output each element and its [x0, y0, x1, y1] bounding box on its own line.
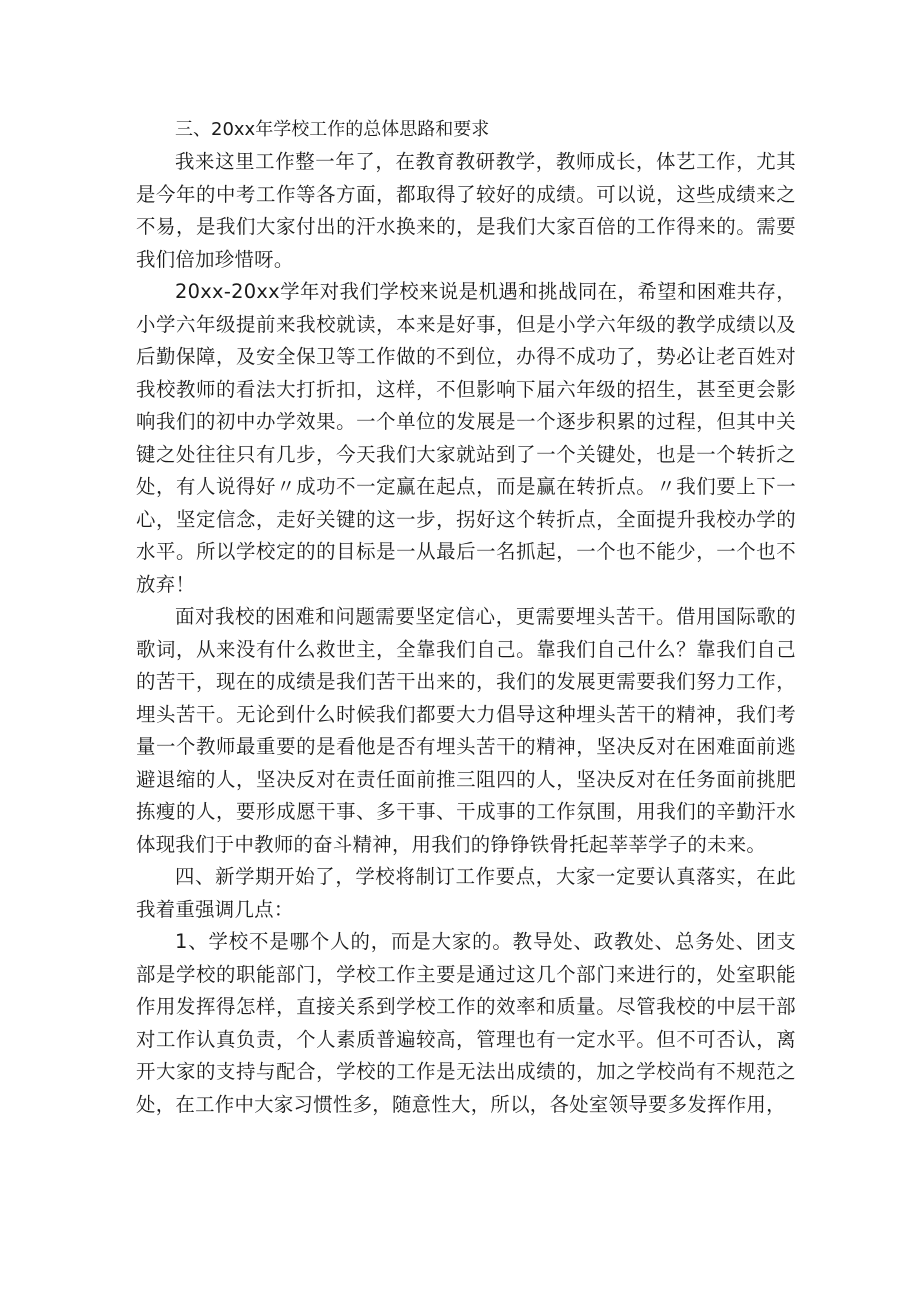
- document-page: [136, 113, 796, 1121]
- paragraph-point-one: 1、学校不是哪个人的，而是大家的。教导处、政教处、总务处、团支部是学校的职能部门，学校工作主要是通过这几个部门来进行的，处室职能作用发挥得怎样，直接关系到学校工作的效率和质量。尽管我校的中层干部对工作认真负责，个人素质普遍较高，管理也有一定水平。但不可否认，离开大家的支持与配合，学校的工作是无法出成绩的，加之学校尚有不规范之处，在工作中大家习惯性多，随意性大，所以，各处室领导要多发挥作用，: [136, 930, 796, 1116]
- paragraph-intro: 我来这里工作整一年了，在教育教研教学，教师成长，体艺工作，尤其是今年的中考工作等各方面，都取得了较好的成绩。可以说，这些成绩来之不易，是我们大家付出的汗水换来的，是我们大家百倍的工作得来的。需要我们倍加珍惜呀。: [136, 150, 796, 271]
- paragraph-section-four: 四、新学期开始了，学校将制订工作要点，大家一定要认真落实，在此我着重强调几点：: [136, 865, 796, 921]
- paragraph-opportunity: 20xx-20xx学年对我们学校来说是机遇和挑战同在，希望和困难共存，小学六年级提前来我校就读，本来是好事，但是小学六年级的教学成绩以及后勤保障，及安全保卫等工作做的不到位，办得不成功了，势必让老百姓对我校教师的看法大打折扣，这样，不但影响下届六年级的招生，甚至更会影响我们的初中办学效果。一个单位的发展是一个逐步积累的过程，但其中关键之处往往只有几步，今天我们大家就站到了一个关键处，也是一个转折之处，有人说得好〃成功不一定赢在起点，而是赢在转折点。〃我们要上下一心，坚定信念，走好关键的这一步，拐好这个转折点，全面提升我校办学的水平。所以学校定的的目标是一从最后一名抓起，一个也不能少，一个也不放弃！: [136, 280, 796, 596]
- section-heading: 三、20xx年学校工作的总体思路和要求: [175, 119, 490, 140]
- paragraph-hard-work: 面对我校的困难和问题需要坚定信心，更需要埋头苦干。借用国际歌的歌词，从来没有什么救世主，全靠我们自己。靠我们自己什么？靠我们自己的苦干，现在的成绩是我们苦干出来的，我们的发展更需要我们努力工作，埋头苦干。无论到什么时候我们都要大力倡导这种埋头苦干的精神，我们考量一个教师最重要的是看他是否有埋头苦干的精神，坚决反对在困难面前逃避退缩的人，坚决反对在责任面前推三阻四的人，坚决反对在任务面前挑肥拣瘦的人，要形成愿干事、多干事、干成事的工作氛围，用我们的辛勤汗水体现我们于中教师的奋斗精神，用我们的铮铮铁骨托起莘莘学子的未来。: [136, 605, 796, 856]
